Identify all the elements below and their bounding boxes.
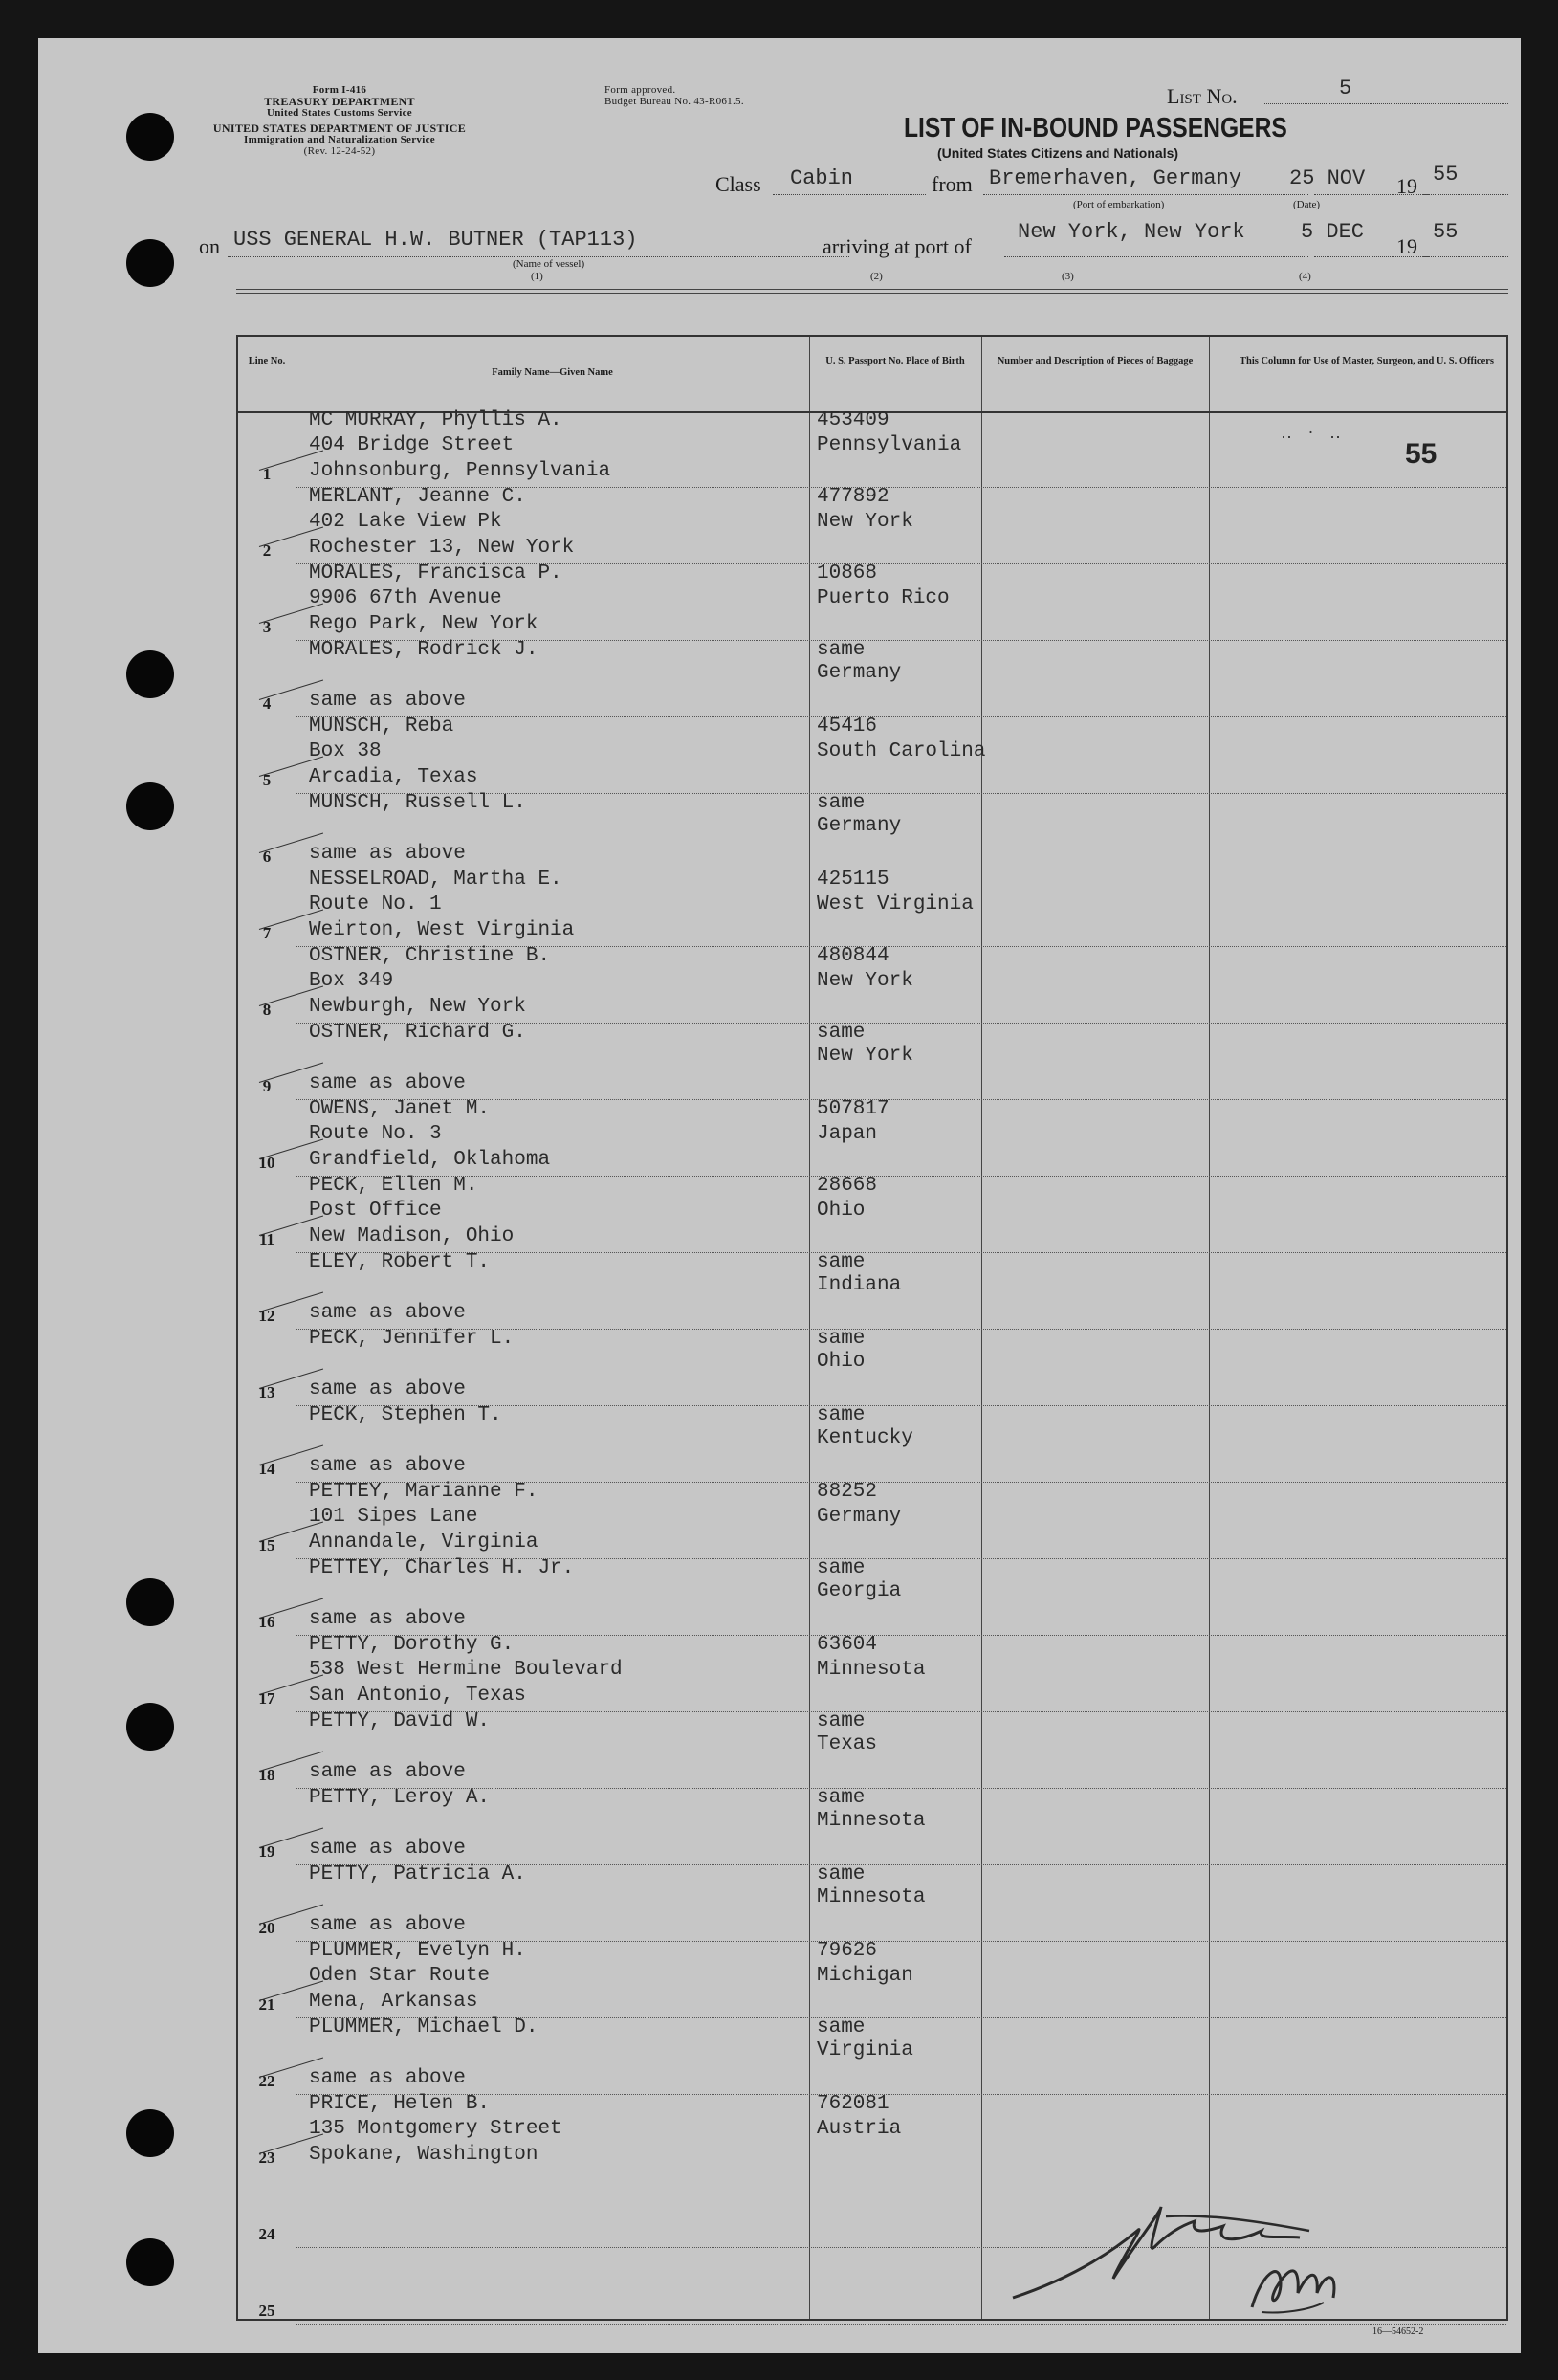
line-number: 23 (258, 2149, 275, 2167)
punch-hole (126, 1703, 174, 1751)
punch-hole (126, 2238, 174, 2286)
address-line-2: same as above (309, 1378, 466, 1400)
line-number: 2 (262, 541, 272, 560)
passenger-name: MERLANT, Jeanne C. (309, 486, 526, 508)
form-subtitle: (United States Citizens and Nationals) (937, 145, 1179, 161)
passenger-name: MC MURRAY, Phyllis A. (309, 409, 562, 431)
place-of-birth: Minnesota (817, 1659, 926, 1681)
passenger-name: MORALES, Francisca P. (309, 562, 562, 584)
table-row (238, 1253, 1506, 1330)
address-line-1: 538 West Hermine Boulevard (309, 1659, 623, 1681)
line-number: 3 (262, 618, 272, 636)
address-line-2: same as above (309, 2067, 466, 2089)
passenger-name: ELEY, Robert T. (309, 1251, 491, 1273)
passenger-name: MORALES, Rodrick J. (309, 639, 538, 661)
address-line-2: same as above (309, 1072, 466, 1094)
address-line-1: 9906 67th Avenue (309, 587, 502, 609)
agency-block (182, 84, 497, 157)
header-line-no: Line No. (248, 356, 286, 366)
place-of-birth: New York (817, 1045, 913, 1067)
header-name: Family Name—Given Name (492, 367, 613, 378)
place-of-birth: Austria (817, 2118, 902, 2140)
place-of-birth: West Virginia (817, 893, 974, 915)
arriving-label: arriving at port of (823, 234, 972, 258)
year-prefix: 19 (1396, 174, 1417, 198)
passport-number: same (817, 1022, 866, 1044)
address-line-1: 135 Montgomery Street (309, 2118, 562, 2140)
place-of-birth: Germany (817, 662, 902, 684)
address-line-1: Box 349 (309, 970, 394, 992)
table-row (238, 1177, 1506, 1253)
passport-number: same (817, 639, 866, 661)
officer-marks: ‥ · ‥ (1281, 423, 1348, 442)
address-line-1: 101 Sipes Lane (309, 1506, 478, 1528)
passport-number: 28668 (817, 1175, 878, 1197)
address-line-2: same as above (309, 1455, 466, 1477)
place-of-birth: New York (817, 970, 913, 992)
officer-count: 55 (1405, 438, 1437, 470)
passport-number: 480844 (817, 945, 889, 967)
passenger-name: NESSELROAD, Martha E. (309, 869, 562, 891)
line-number: 4 (262, 694, 272, 713)
place-of-birth: Ohio (817, 1200, 866, 1222)
line-number: 15 (258, 1536, 275, 1554)
table-row (238, 717, 1506, 794)
passport-number: 79626 (817, 1940, 878, 1962)
header-officers: This Column for Use of Master, Surgeon, and U. S. Officers (1239, 356, 1494, 366)
passenger-name: PLUMMER, Michael D. (309, 2016, 538, 2038)
line-number: 21 (258, 1995, 275, 2014)
table-row (238, 1712, 1506, 1789)
passport-number: 63604 (817, 1634, 878, 1656)
place-of-birth: Kentucky (817, 1427, 913, 1449)
header-rule (236, 289, 1508, 290)
place-of-birth: Japan (817, 1123, 878, 1145)
line-number: 25 (258, 2302, 275, 2320)
place-of-birth: Ohio (817, 1351, 866, 1373)
table-row (238, 2018, 1506, 2095)
place-of-birth: Puerto Rico (817, 587, 950, 609)
class-value: Cabin (790, 166, 854, 190)
passenger-name: OSTNER, Christine B. (309, 945, 551, 967)
punch-hole (126, 2109, 174, 2157)
vessel-name-value: USS GENERAL H.W. BUTNER (TAP113) (233, 228, 638, 252)
passenger-name: PETTEY, Charles H. Jr. (309, 1557, 575, 1579)
passport-number: 507817 (817, 1098, 889, 1120)
punch-hole (126, 239, 174, 287)
passenger-name: PETTY, Dorothy G. (309, 1634, 515, 1656)
place-of-birth: Germany (817, 1506, 902, 1528)
address-line-1: Route No. 3 (309, 1123, 442, 1145)
address-line-2: Johnsonburg, Pennsylvania (309, 460, 611, 482)
table-row (238, 1942, 1506, 2018)
customs-service: United States Customs Service (267, 107, 412, 119)
class-line (773, 194, 926, 195)
embarkation-port-value: Bremerhaven, Germany (989, 166, 1242, 190)
table-row (238, 2095, 1506, 2171)
table-row (238, 1865, 1506, 1942)
on-label: on (199, 234, 220, 258)
year-line-2 (1423, 256, 1508, 257)
place-of-birth: Michigan (817, 1965, 913, 1987)
address-line-2: same as above (309, 1761, 466, 1783)
line-number: 13 (258, 1383, 275, 1401)
col1-number: (1) (531, 271, 543, 282)
treasury-dept: TREASURY DEPARTMENT (264, 95, 415, 108)
address-line-2: Rego Park, New York (309, 613, 538, 635)
form-number: Form I-416 (312, 84, 367, 96)
passport-number: same (817, 1863, 866, 1885)
table-row (238, 1789, 1506, 1865)
line-number: 6 (262, 848, 272, 866)
line-number: 7 (262, 924, 272, 942)
place-of-birth: South Carolina (817, 740, 986, 762)
passport-number: same (817, 1404, 866, 1426)
table-row (238, 1330, 1506, 1406)
port-caption: (Port of embarkation) (1073, 199, 1165, 210)
passenger-name: PECK, Stephen T. (309, 1404, 502, 1426)
punch-hole (126, 1578, 174, 1626)
table-row (238, 870, 1506, 947)
address-line-2: same as above (309, 1608, 466, 1630)
passport-number: 762081 (817, 2093, 889, 2115)
arrival-year-value: 55 (1433, 220, 1459, 244)
passport-number: same (817, 1557, 866, 1579)
passport-number: 453409 (817, 409, 889, 431)
arrival-port-value: New York, New York (1018, 220, 1245, 244)
line-number: 5 (262, 771, 272, 789)
line-number: 9 (262, 1077, 272, 1095)
vessel-caption: (Name of vessel) (513, 258, 585, 270)
passenger-name: OSTNER, Richard G. (309, 1022, 526, 1044)
passenger-name: PRICE, Helen B. (309, 2093, 491, 2115)
address-line-1: Box 38 (309, 740, 382, 762)
place-of-birth: Indiana (817, 1274, 902, 1296)
class-label: Class (715, 172, 761, 196)
passenger-name: PETTEY, Marianne F. (309, 1481, 538, 1503)
table-row (238, 1559, 1506, 1636)
address-line-2: Grandfield, Oklahoma (309, 1149, 551, 1171)
address-line-2: same as above (309, 1838, 466, 1860)
passport-number: 425115 (817, 869, 889, 891)
col2-number: (2) (870, 271, 883, 282)
address-line-2: Newburgh, New York (309, 996, 526, 1018)
place-of-birth: Minnesota (817, 1810, 926, 1832)
passenger-name: PECK, Ellen M. (309, 1175, 478, 1197)
from-line (983, 194, 1308, 195)
embarkation-year-value: 55 (1433, 163, 1459, 187)
address-line-1: 402 Lake View Pk (309, 511, 502, 533)
address-line-2: Annandale, Virginia (309, 1532, 538, 1554)
passport-number: 10868 (817, 562, 878, 584)
year-prefix-2: 19 (1396, 234, 1417, 258)
passport-number: 88252 (817, 1481, 878, 1503)
line-number: 17 (258, 1689, 275, 1708)
row-rule (296, 2324, 1506, 2325)
passport-number: same (817, 792, 866, 814)
passport-number: 477892 (817, 486, 889, 508)
header-baggage: Number and Description of Pieces of Baggage (997, 356, 1194, 366)
place-of-birth: Pennsylvania (817, 434, 962, 456)
address-line-1: Oden Star Route (309, 1965, 491, 1987)
date-caption: (Date) (1293, 199, 1321, 210)
table-row (238, 947, 1506, 1024)
revision-date: (Rev. 12-24-52) (303, 145, 376, 157)
line-number: 14 (258, 1460, 275, 1478)
passport-number: same (817, 1787, 866, 1809)
address-line-2: same as above (309, 1914, 466, 1936)
line-number: 8 (262, 1001, 272, 1019)
header-rule-2 (236, 293, 1508, 294)
address-line-2: Arcadia, Texas (309, 766, 478, 788)
passenger-name: OWENS, Janet M. (309, 1098, 491, 1120)
address-line-2: New Madison, Ohio (309, 1225, 515, 1247)
ins-service: Immigration and Naturalization Service (244, 134, 435, 145)
passenger-name: MUNSCH, Reba (309, 716, 454, 738)
passenger-table (236, 335, 1508, 2321)
table-row (238, 641, 1506, 717)
year-line (1423, 194, 1508, 195)
arrival-date-value: 5 DEC (1301, 220, 1365, 244)
line-number: 22 (258, 2072, 275, 2090)
address-line-2: San Antonio, Texas (309, 1685, 526, 1707)
list-no-label: List No. (1167, 84, 1238, 108)
passenger-name: PLUMMER, Evelyn H. (309, 1940, 526, 1962)
table-row (238, 1483, 1506, 1559)
address-line-2: Mena, Arkansas (309, 1991, 478, 2013)
address-line-2: same as above (309, 843, 466, 865)
embarkation-date-value: 25 NOV (1289, 166, 1366, 190)
line-number: 20 (258, 1919, 275, 1937)
justice-dept: UNITED STATES DEPARTMENT OF JUSTICE (212, 121, 467, 135)
line-number: 1 (262, 465, 272, 483)
passport-number: same (817, 1251, 866, 1273)
passport-number: same (817, 1710, 866, 1732)
place-of-birth: Minnesota (817, 1886, 926, 1908)
punch-hole (126, 650, 174, 698)
form-approved: Form approved. (604, 84, 676, 96)
approval-block (604, 84, 744, 107)
officer-signature (994, 2188, 1472, 2322)
address-line-2: Weirton, West Virginia (309, 919, 575, 941)
table-row (238, 1636, 1506, 1712)
address-line-2: same as above (309, 690, 466, 712)
table-row (238, 1406, 1506, 1483)
punch-hole (126, 782, 174, 830)
address-line-2: Spokane, Washington (309, 2144, 538, 2166)
arrival-port-line (1004, 256, 1308, 257)
passenger-name: MUNSCH, Russell L. (309, 792, 526, 814)
passport-number: 45416 (817, 716, 878, 738)
passenger-name: PETTY, Patricia A. (309, 1863, 526, 1885)
list-no-line (1264, 103, 1508, 104)
address-line-2: same as above (309, 1302, 466, 1324)
print-code: 16—54652-2 (1372, 2326, 1424, 2337)
place-of-birth: New York (817, 511, 913, 533)
from-label: from (932, 172, 973, 196)
place-of-birth: Germany (817, 815, 902, 837)
budget-bureau: Budget Bureau No. 43-R061.5. (604, 96, 744, 107)
table-row (238, 1024, 1506, 1100)
table-row (238, 411, 1506, 488)
document-page (38, 38, 1521, 2353)
line-number: 11 (258, 1230, 275, 1248)
place-of-birth: Texas (817, 1733, 878, 1755)
address-line-1: Post Office (309, 1200, 442, 1222)
line-number: 10 (258, 1154, 275, 1172)
punch-hole (126, 113, 174, 161)
col4-number: (4) (1299, 271, 1311, 282)
line-number: 24 (258, 2225, 275, 2243)
col3-number: (3) (1062, 271, 1074, 282)
address-line-1: Route No. 1 (309, 893, 442, 915)
place-of-birth: Georgia (817, 1580, 902, 1602)
address-line-2: Rochester 13, New York (309, 537, 575, 559)
passenger-name: PETTY, Leroy A. (309, 1787, 491, 1809)
address-line-1: 404 Bridge Street (309, 434, 515, 456)
passenger-name: PETTY, David W. (309, 1710, 491, 1732)
passport-number: same (817, 2016, 866, 2038)
line-number: 16 (258, 1613, 275, 1631)
passport-number: same (817, 1328, 866, 1350)
table-row (238, 564, 1506, 641)
header-passport: U. S. Passport No. Place of Birth (825, 356, 965, 366)
line-number: 19 (258, 1842, 275, 1861)
form-title: LIST OF IN-BOUND PASSENGERS (904, 113, 1287, 143)
line-number: 12 (258, 1307, 275, 1325)
table-row (238, 488, 1506, 564)
vessel-line (228, 256, 849, 257)
table-row (238, 1100, 1506, 1177)
list-no-value: 5 (1339, 77, 1352, 100)
place-of-birth: Virginia (817, 2039, 913, 2061)
line-number: 18 (258, 1766, 275, 1784)
table-row (238, 794, 1506, 870)
passenger-name: PECK, Jennifer L. (309, 1328, 515, 1350)
